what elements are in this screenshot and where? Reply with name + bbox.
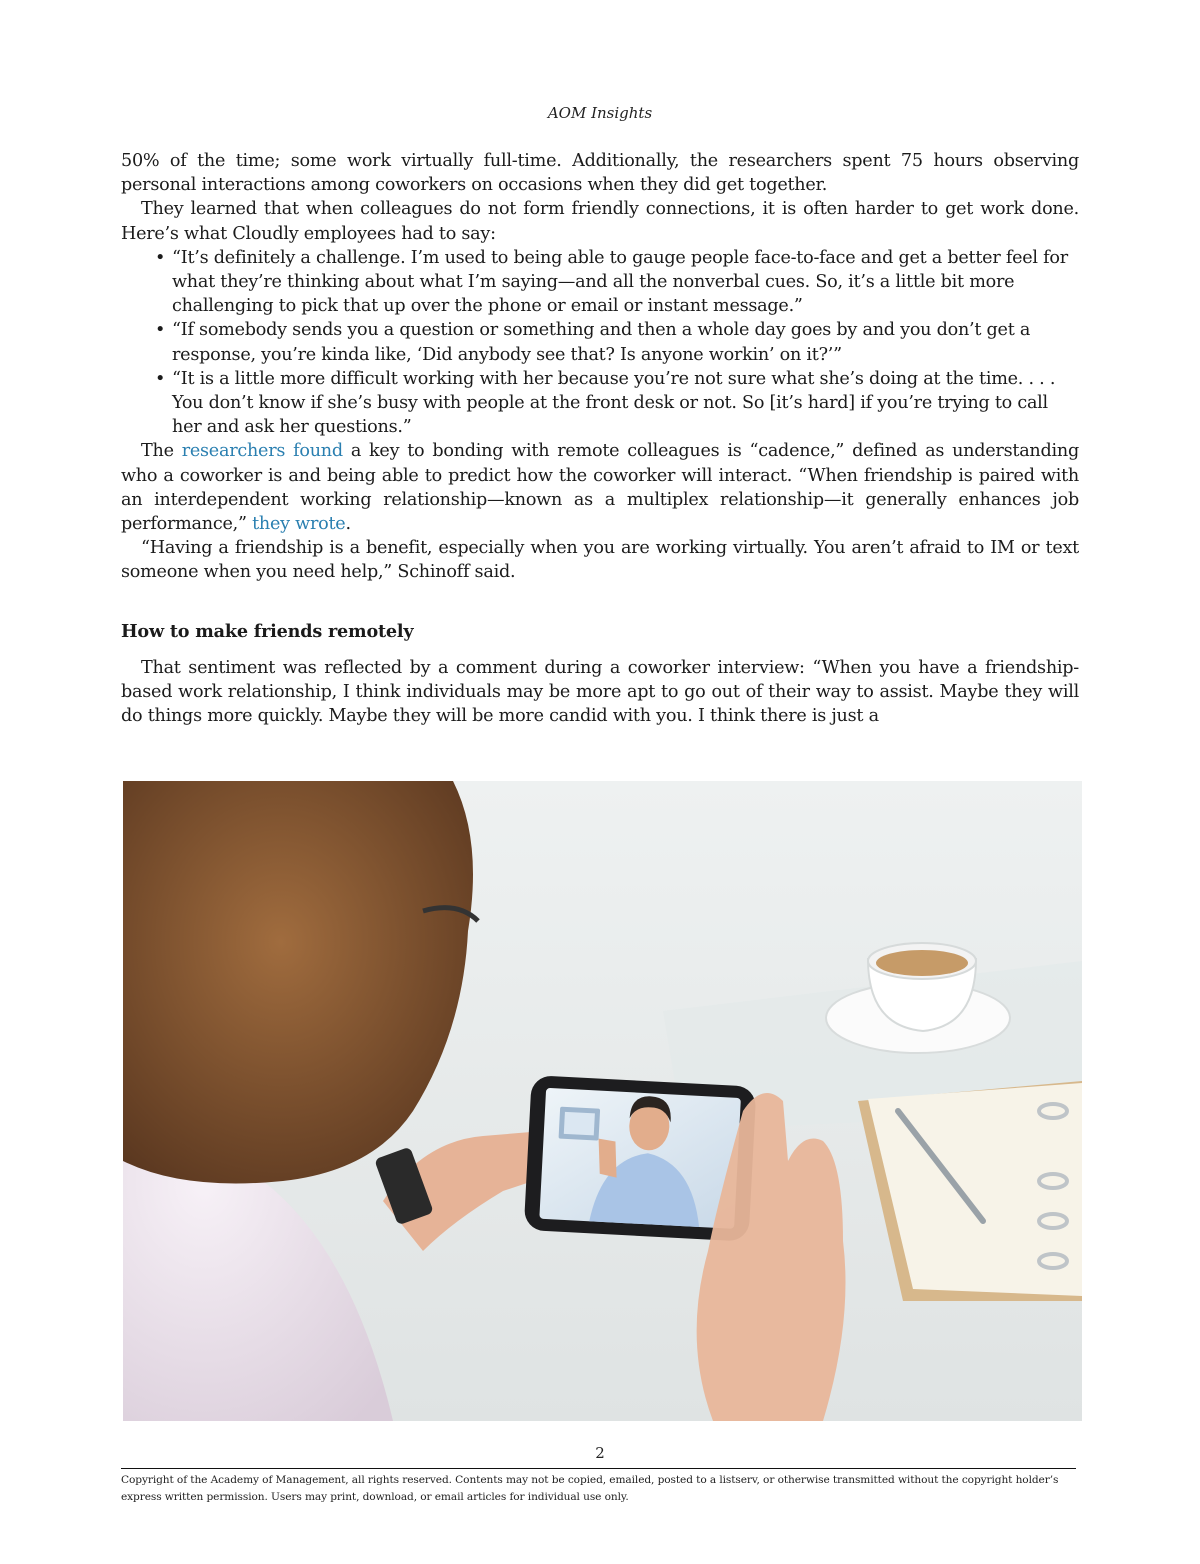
quote-item: • “It is a little more difficult working with her because you’re not sure what she’s doing at the time. . . . You don’t know if she’s busy with people at the front desk or not. So [it’s hard] if you’re trying to call her and ask her questions.” (172, 367, 1079, 440)
copyright-notice: Copyright of the Academy of Management, all rights reserved. Contents may not be copied, emailed, posted to a listserv, or otherwise transmitted without the copyright holder’s express written permission. Users may print, download, or email articles for individual use only. (121, 1474, 1059, 1503)
researchers-found-link[interactable]: researchers found (181, 441, 343, 462)
footer-divider (121, 1468, 1076, 1469)
quote-item: • “If somebody sends you a question or something and then a whole day goes by and you don’t get a response, you’re kinda like, ‘Did anybody see that? Is anyone workin’ on it?’” (172, 318, 1079, 366)
video-call-photo (123, 781, 1082, 1421)
paragraph-end: . (345, 514, 351, 535)
paragraph: “Having a friendship is a benefit, especially when you are working virtually. You aren’t afraid to IM or text someone when you need help,” Schinoff said. (121, 538, 1079, 583)
paragraph: 50% of the time; some work virtually full-time. Additionally, the researchers spent 75 hours observing personal interactions among coworkers on occasions when they did get together. (121, 151, 1079, 196)
paragraph-lead: The (141, 441, 174, 462)
paragraph: That sentiment was reflected by a comment during a coworker interview: “When you have a friendship-based work relationship, I think individuals may be more apt to go out of their way to assist. Maybe they will do things more quickly. Maybe they will be more candid with you. I think there is just a (121, 657, 1079, 727)
paragraph (121, 439, 1079, 536)
quote-list (121, 246, 1079, 440)
article-body (121, 149, 1079, 728)
section-heading: How to make friends remotely (121, 620, 414, 642)
paragraph-middle: a key to bonding with remote colleagues is “cadence,” defined as understanding who a coworker is and being able to predict how the coworker will interact. “When friendship is paired with an interdependent working relationship—known as a multiplex relationship—it generally enhances job performance,” (121, 441, 1079, 535)
video-call-photo-icon (123, 781, 1082, 1421)
coffee (876, 950, 968, 976)
they-wrote-link[interactable]: they wrote (252, 514, 346, 535)
running-title: AOM Insights (547, 104, 653, 122)
quote-item: • “It’s definitely a challenge. I’m used to being able to gauge people face-to-face and get a better feel for what they’re thinking about what I’m saying—and all the nonverbal cues. So, it’s a little bit more challenging to pick that up over the phone or email or instant message.” (172, 246, 1079, 319)
page-number: 2 (595, 1444, 605, 1462)
paragraph: They learned that when colleagues do not form friendly connections, it is often harder to get work done. Here’s what Cloudly employees had to say: (121, 199, 1079, 244)
